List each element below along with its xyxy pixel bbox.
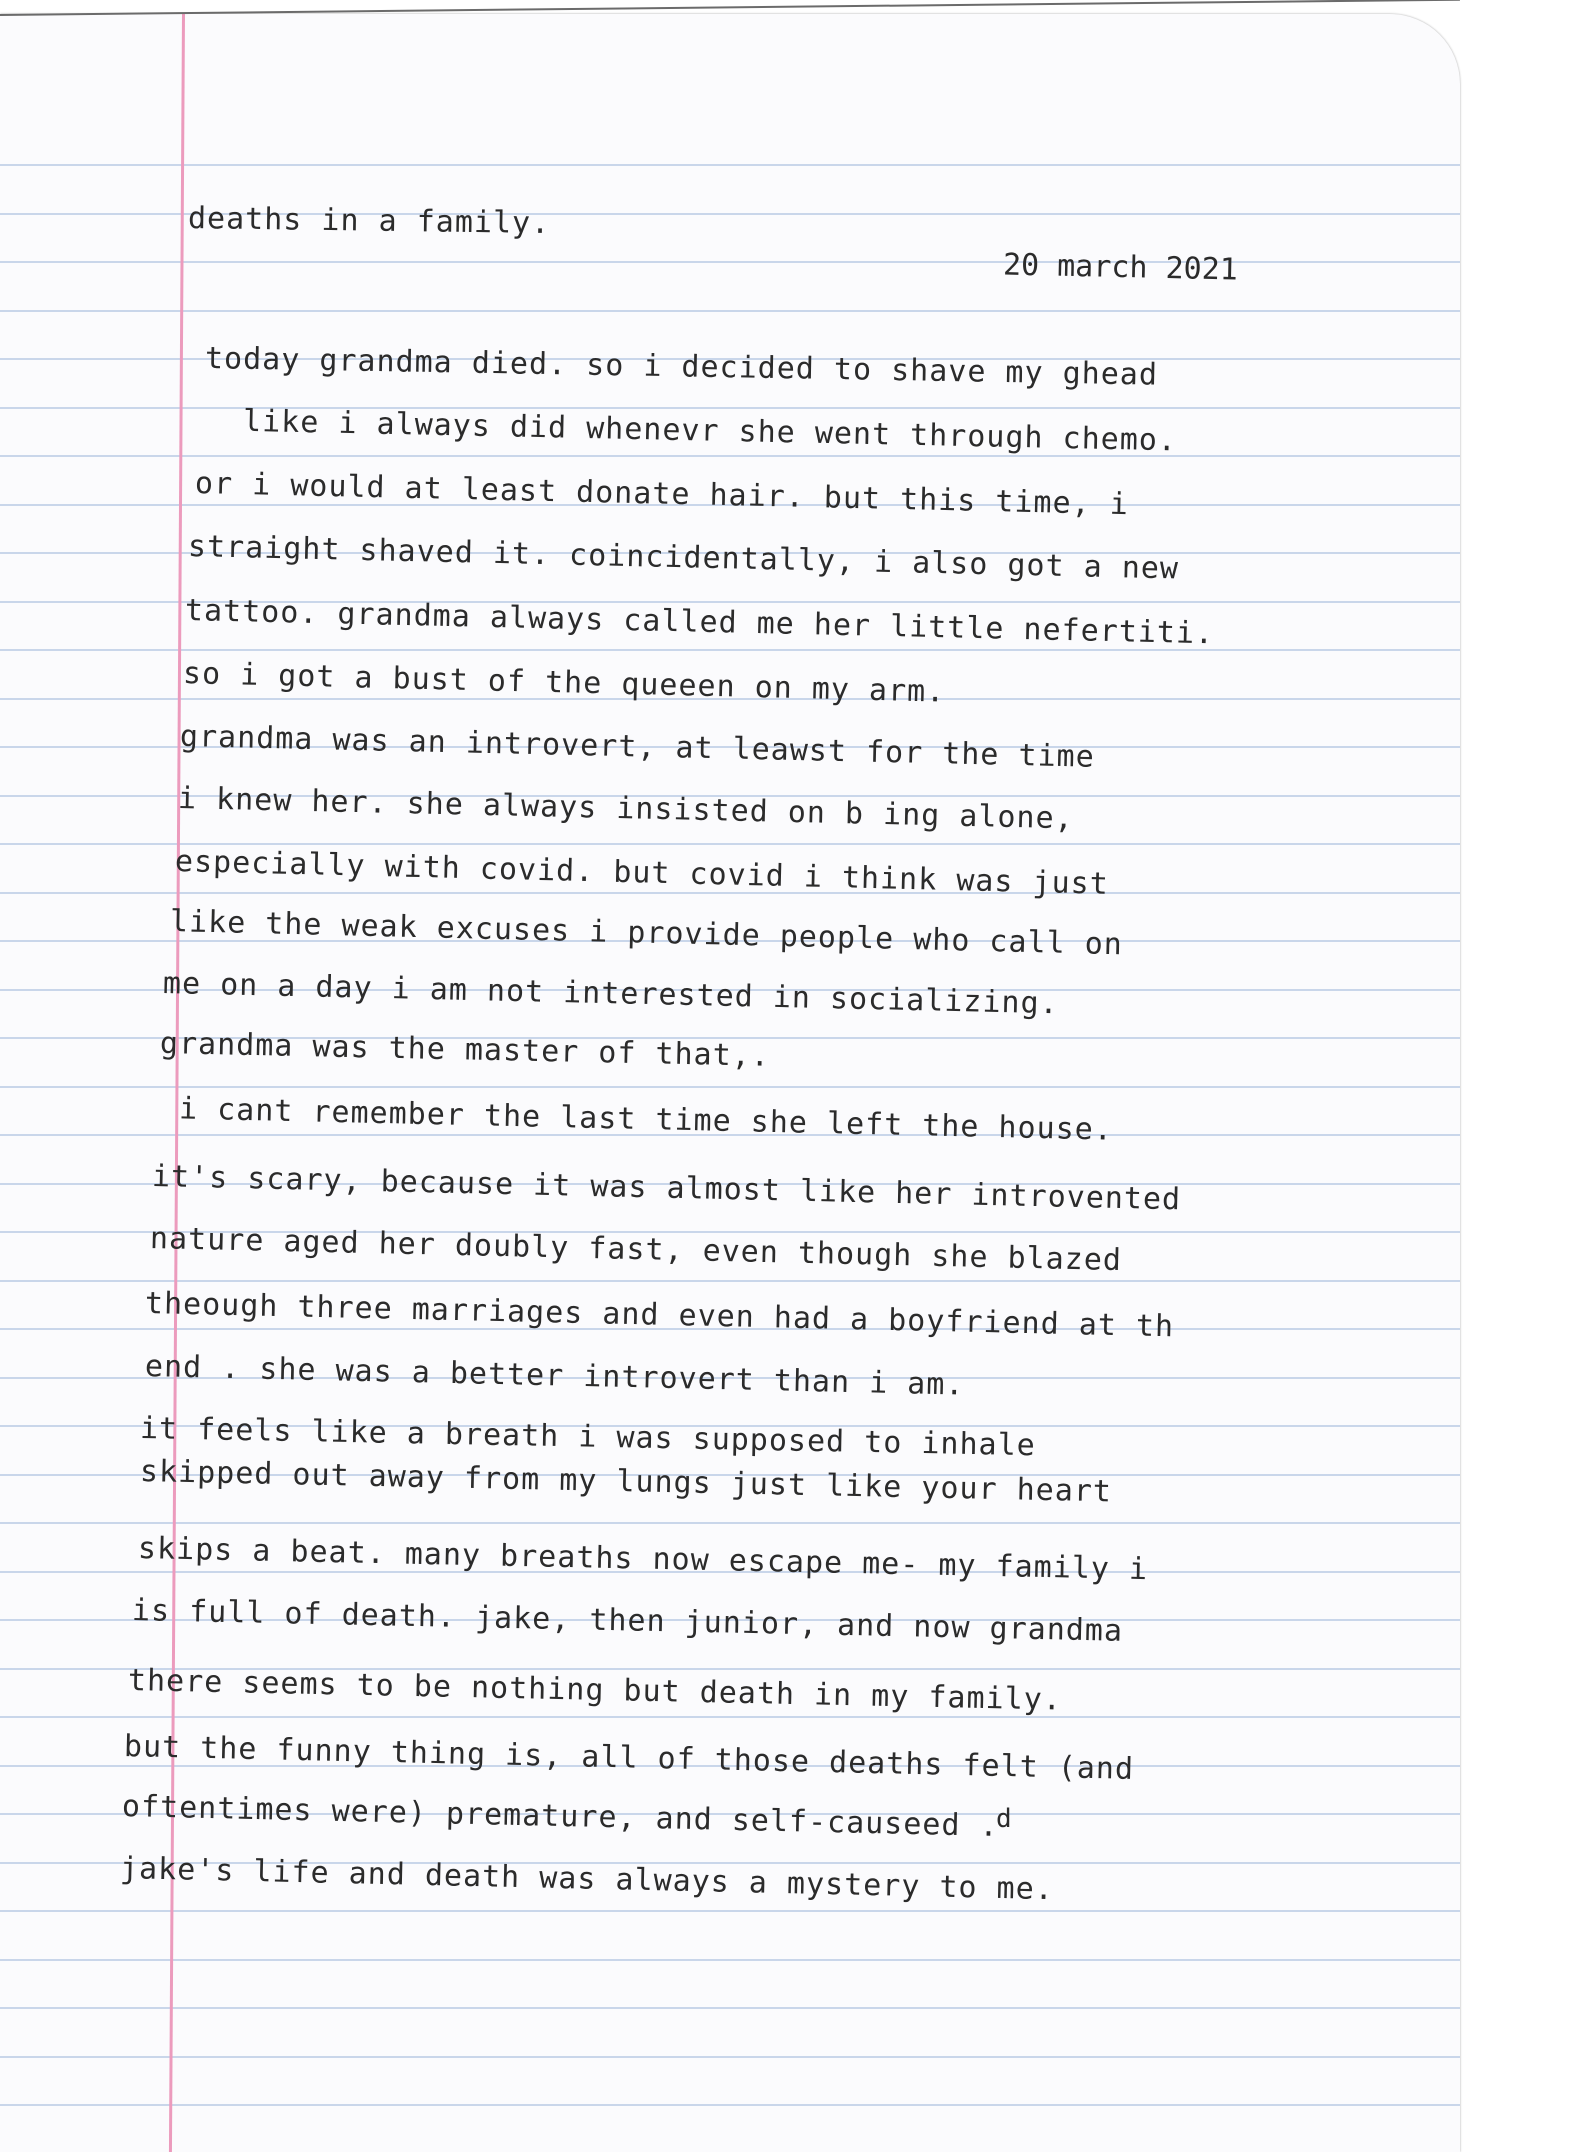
typed-line: like the weak excuses i provide people who call on: [169, 904, 1124, 963]
typed-line: grandma was an introvert, at leawst for the time: [179, 719, 1096, 775]
typed-line: me on a day i am not interested in socializing.: [162, 966, 1060, 1022]
typed-correction-mark: d: [996, 1804, 1012, 1834]
typed-line: skipped out away from my lungs just like your heart: [139, 1454, 1113, 1510]
typed-line: there seems to be nothing but death in my family.: [127, 1663, 1063, 1718]
typed-line: is full of death. jake, then junior, and now grandma: [131, 1593, 1124, 1649]
typed-line: i knew her. she always insisted on b ing alone,: [177, 781, 1075, 837]
typed-line: like i always did whenevr she went through chemo.: [204, 403, 1178, 459]
typed-line: tattoo. grandma always called me her little nefertiti.: [184, 593, 1215, 652]
lined-paper-sheet: [0, 14, 1460, 2152]
typed-line: theough three marriages and even had a boyfriend at th: [144, 1286, 1175, 1345]
typed-line: but the funny thing is, all of those deaths felt (and: [123, 1729, 1135, 1787]
typed-line: jake's life and death was always a mystery to me.: [119, 1851, 1055, 1908]
typed-line: straight shaved it. coincidentally, i also got a new: [187, 529, 1180, 587]
document-title: deaths in a family.: [187, 201, 551, 242]
typed-line: i cant remember the last time she left the house.: [159, 1091, 1114, 1148]
typed-line: it feels like a breath i was supposed to inhale: [139, 1411, 1037, 1464]
typed-line: so i got a bust of the queeen on my arm.: [182, 656, 946, 710]
typed-text-block: [0, 14, 1460, 2152]
typed-line: grandma was the master of that,.: [159, 1026, 771, 1074]
typed-line: oftentimes were) premature, and self-causeed .: [121, 1789, 1000, 1844]
typed-line: it's scary, because it was almost like her introvented: [151, 1159, 1182, 1218]
typed-line: end . she was a better introvert than i am.: [144, 1349, 965, 1403]
typed-line: skips a beat. many breaths now escape me- my family i: [137, 1531, 1149, 1588]
typed-line: or i would at least donate hair. but this time, i: [194, 466, 1130, 523]
typed-line: especially with covid. but covid i think was just: [174, 844, 1110, 902]
typed-line: today grandma died. so i decided to shave my ghead: [204, 341, 1159, 393]
typed-line: nature aged her doubly fast, even though she blazed: [149, 1221, 1123, 1279]
document-date: 20 march 2021: [1002, 247, 1239, 288]
